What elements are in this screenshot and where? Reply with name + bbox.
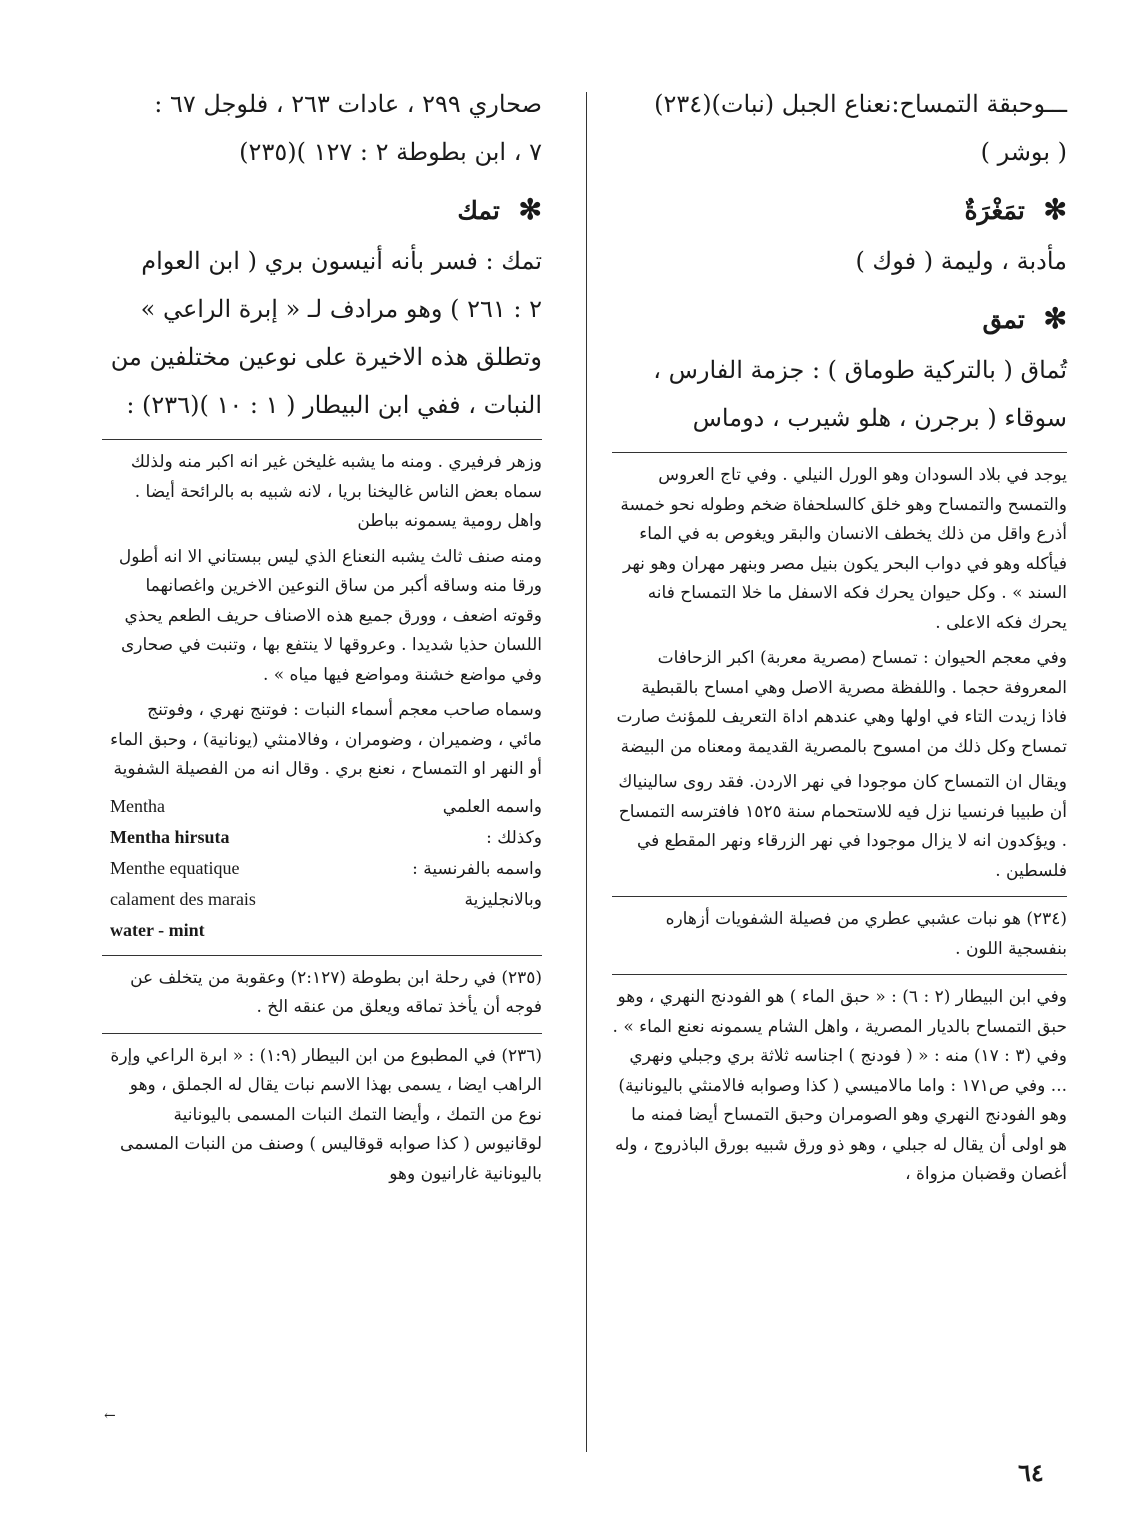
entry-line: سوقاء ( برجرن ، هلو شيرب ، دوماس: [692, 404, 1067, 432]
paragraph: وزهر فرفيري . ومنه ما يشبه غليخن غير انه اكبر منه ولذلك سماه بعض الناس غاليخنا بريا ، لانه شبيه به بالرائحة أيضا . واهل رومية يسمونه بباطن: [130, 452, 542, 531]
paragraph: ويقال ان التمساح كان موجودا في نهر الاردن. فقد روى سالينياك أن طبيبا فرنسيا نزل فيه للاستحمام سنة ١٥٢٥ فافترسه التمساح . ويؤكدون انه لا يزال موجودا في نهر الزرقاء ونهر المقطع في فلسطين .: [618, 772, 1067, 881]
left-column: [110, 80, 542, 1197]
latin-name-row: واسمه العلمي Mentha: [110, 795, 542, 817]
latin-name-row: وكذلك : Mentha hirsuta: [110, 826, 542, 848]
continuation-arrow-icon: ←: [104, 1408, 116, 1424]
footnote: وفي ابن البيطار (٢ : ٦) : « حبق الماء ) هو الفودنج النهري ، وهو حبق التمساح بالديار المصرية ، واهل الشام يسمونه نعنع الماء » . وفي (٣ : ١٧) منه : « ( فودنج ) اجناسه ثلاثة بري وجبلي ونهري ... وفي ص١٧١ : واما مالاميسي ( كذا وصوابه فالامنثي باليونانية) وهو الفودنج النهري وهو الصومران وحبق التمساح أيضا فمنه ما هو اولى أن يقال له جبلي ، وهو ذو ورق شبيه بورق الباذروج ، وله أغصان وقضبان مزواة ،: [612, 987, 1067, 1184]
left-top-line-2: ٧ ، ابن بطوطة ٢ : ١٢٧ )(٢٣٥): [239, 138, 542, 166]
footnote-divider: [612, 452, 1067, 453]
column-divider: [586, 92, 587, 1452]
entry-line: ٢ : ٢٦١ ) وهو مرادف لـ « إبرة الراعي »: [140, 295, 542, 323]
paragraph: وسماه صاحب معجم أسماء النبات : فوتنج نهري ، وفوتنج مائي ، وضميران ، وضومران ، وفالامنثي (يونانية) ، وحبق الماء أو النهر او التمساح ، نعنع بري . وقال انه من الفصيلة الشفوية: [110, 700, 542, 779]
entry-line: وتطلق هذه الاخيرة على نوعين مختلفين من: [110, 343, 542, 371]
section-divider: [102, 955, 542, 956]
page-number: ٦٤: [1018, 1458, 1044, 1487]
footnote: (٢٣٤) هو نبات عشبي عطري من فصيلة الشفويات أزهاره بنفسجية اللون .: [665, 909, 1067, 959]
entry-heading-tamghara: ✻ تمَغْرَةٌ: [964, 193, 1067, 226]
right-top-line-1: ـــوحبقة التمساح:نعناع الجبل (نبات)(٢٣٤): [654, 90, 1067, 118]
latin-names: [110, 791, 542, 945]
right-top-line-2: ( بوشر ): [980, 138, 1067, 166]
latin-name-row: وبالانجليزية calament des marais: [110, 888, 542, 910]
section-divider: [102, 1033, 542, 1034]
latin-name-row: واسمه بالفرنسية : Menthe equatique: [110, 857, 542, 879]
footnote: (٢٣٦) في المطبوع من ابن البيطار (١:٩) : « ابرة الراعي وإرة الراهب ايضا ، يسمى بهذا الاسم نبات يقال له الجملق ، وهو نوع من التمك ، وأيضا التمك النبات المسمى باليونانية لوقانيوس ( كذا صوابه قوقاليس ) وصنف من النبات المسمى باليونانية غارانيون وهو: [110, 1045, 542, 1184]
entry-heading-tamq: ✻ تمق: [982, 302, 1067, 335]
entry-line: مأدبة ، وليمة ( فوك ): [855, 247, 1067, 275]
paragraph: يوجد في بلاد السودان وهو الورل النيلي . وفي تاج العروس والتمسح والتمساح وهو خلق كالسلحفاة ضخم وطوله نحو خمسة أذرع واقل من ذلك يخطف الانسان والبقر ويغوص به في الماء فيأكله وهو في دواب البحر يكون بنيل مصر وبنهر مهران وهو نهر السند » . وكل حيوان يحرك فكه الاسفل ما خلا التمساح فانه يحرك فكه الاعلى .: [620, 465, 1067, 633]
entry-line: النبات ، ففي ابن البيطار ( ١ : ١٠ )(٢٣٦) :: [126, 391, 542, 419]
footnote-divider: [102, 439, 542, 440]
right-column: [612, 80, 1067, 1198]
entry-line: تُماق ( بالتركية طوماق ) : جزمة الفارس ،: [653, 356, 1067, 384]
entry-heading-tamk: ✻ تمك: [457, 193, 542, 226]
asterisk-icon: ✻: [1043, 302, 1067, 335]
asterisk-icon: ✻: [1043, 193, 1067, 226]
paragraph: ومنه صنف ثالث يشبه النعناع الذي ليس ببستاني الا انه أطول ورقا منه وساقه أكبر من ساق النوعين الاخرين واغصانهما وقوته اضعف ، وورق جميع هذه الاصناف حريف الطعم يحذي اللسان حذيا شديدا . وعروقها لا ينتفع بها ، وتنبت في صحارى وفي مواضع خشنة ومواضع فيها مياه » .: [118, 546, 542, 685]
asterisk-icon: ✻: [518, 193, 542, 226]
section-divider: [612, 974, 1067, 975]
entry-line: تمك : فسر بأنه أنيسون بري ( ابن العوام: [141, 247, 542, 275]
footnote: (٢٣٥) في رحلة ابن بطوطة (٢:١٢٧) وعقوبة من يتخلف عن فوجه أن يأخذ تماقه ويعلق من عنقه الخ .: [130, 967, 542, 1017]
paragraph: وفي معجم الحيوان : تمساح (مصرية معربة) اكبر الزحافات المعروفة حجما . واللفظة مصرية الاصل وهي امساح بالقبطية فاذا زيدت التاء في اولها وهي عندهم اداة التعريف للمؤنث صارت تمساح وكل ذلك من امسوح بالمصرية القديمة ومعناه من البيضة: [616, 648, 1067, 757]
latin-name-row: water - mint: [110, 919, 205, 940]
left-top-line-1: صحاري ٢٩٩ ، عادات ٢٦٣ ، فلوجل ٦٧ :: [154, 90, 542, 118]
section-divider: [612, 896, 1067, 897]
